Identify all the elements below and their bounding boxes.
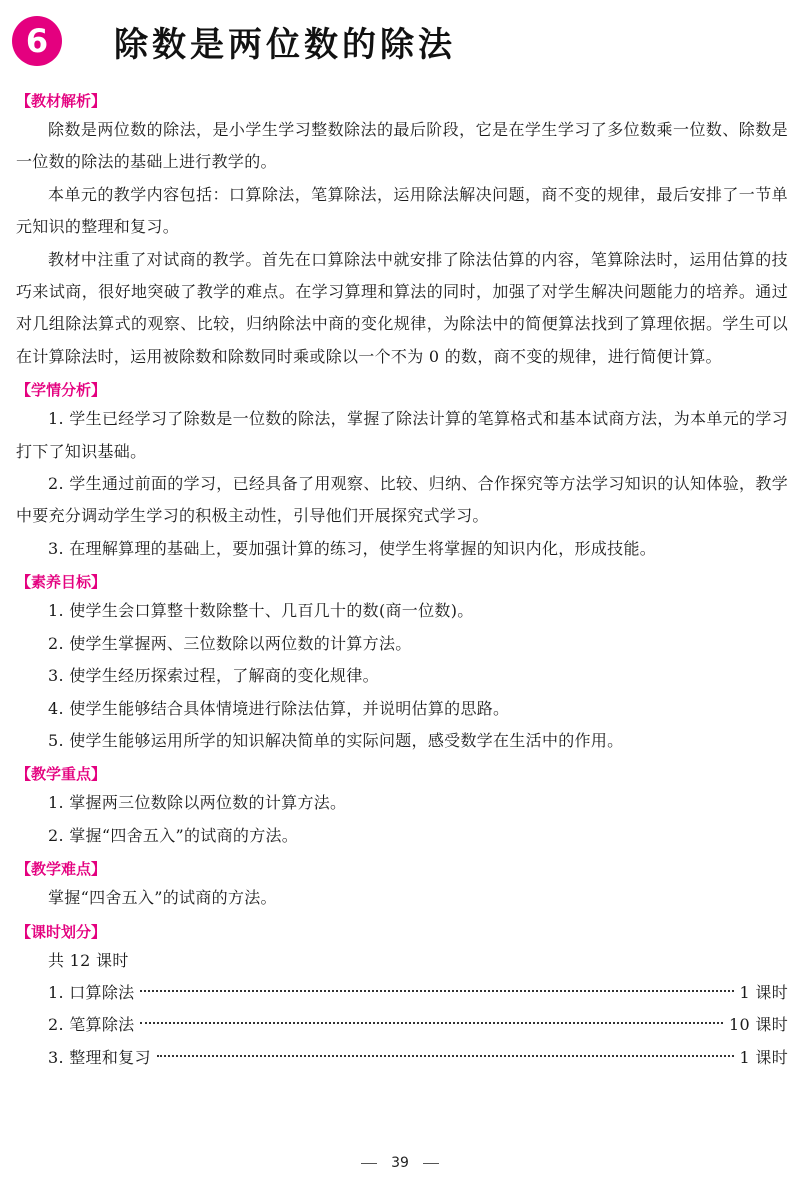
dot-leader — [140, 1022, 723, 1024]
section-heading-textbook-analysis: 【教材解析】 — [16, 92, 107, 110]
list-item: 2. 掌握“四舍五入”的试商的方法。 — [48, 825, 299, 845]
paragraph: 教材中注重了对试商的教学。首先在口算除法中就安排了除法估算的内容，笔算除法时，运用估算的技巧来试商，很好地突破了教学的难点。在学习算理和算法的同时，加强了对学生解决问题能力的培养。通过对几组除法算式的观察、比较，归纳除法中商的变化规律，为除法中的简便算法找到了算理依据。学生可以在计算除法时，运用被除数和除数同时乘或除以一个不为 0 的数，商不变的规律，进行简便计算。 — [16, 249, 788, 366]
chapter-number: 6 — [25, 22, 49, 60]
list-item: 2. 使学生掌握两、三位数除以两位数的计算方法。 — [48, 633, 412, 653]
section-heading-schedule: 【课时划分】 — [16, 922, 107, 941]
page-number: 39 — [391, 1155, 409, 1171]
schedule-row-label: 2. 笔算除法 — [48, 1015, 135, 1035]
schedule-total: 共 12 课时 — [48, 950, 129, 970]
chapter-header — [12, 10, 456, 72]
list-item: 3. 使学生经历探索过程，了解商的变化规律。 — [48, 666, 379, 686]
list-item: 4. 使学生能够结合具体情境进行除法估算，并说明估算的思路。 — [48, 698, 510, 718]
main-content — [16, 88, 788, 1074]
list-item: 1. 学生已经学习了除数是一位数的除法，掌握了除法计算的笔算格式和基本试商方法，为本单元的学习打下了知识基础。 — [16, 409, 788, 461]
schedule-row-value: 1 课时 — [739, 1047, 788, 1067]
difficult-point-text: 掌握“四舍五入”的试商的方法。 — [48, 888, 277, 908]
list-item: 5. 使学生能够运用所学的知识解决简单的实际问题，感受数学在生活中的作用。 — [48, 730, 624, 750]
list-item: 1. 掌握两三位数除以两位数的计算方法。 — [48, 793, 347, 813]
dot-leader — [157, 1055, 734, 1057]
schedule-row-value: 1 课时 — [739, 982, 788, 1002]
footer-dash-right — [423, 1163, 439, 1164]
chapter-number-badge — [12, 16, 62, 66]
section-heading-difficult-points: 【教学难点】 — [16, 860, 107, 879]
page-footer — [0, 1155, 800, 1171]
dot-leader — [140, 990, 733, 992]
schedule-row-label: 3. 整理和复习 — [48, 1047, 151, 1067]
schedule-row-value: 10 课时 — [729, 1015, 788, 1035]
footer-dash-left — [361, 1163, 377, 1164]
list-item: 2. 学生通过前面的学习，已经具备了用观察、比较、归纳、合作探究等方法学习知识的认知体验，教学中要充分调动学生学习的积极主动性，引导他们开展探究式学习。 — [16, 474, 788, 526]
chapter-title: 除数是两位数的除法 — [114, 24, 456, 65]
schedule-row — [16, 977, 788, 1009]
paragraph: 本单元的教学内容包括：口算除法，笔算除法，运用除法解决问题，商不变的规律，最后安排了一节单元知识的整理和复习。 — [16, 184, 788, 237]
schedule-row-label: 1. 口算除法 — [48, 982, 135, 1002]
section-heading-literacy-goals: 【素养目标】 — [16, 573, 107, 592]
list-item: 3. 在理解算理的基础上，要加强计算的练习，使学生将掌握的知识内化，形成技能。 — [48, 538, 657, 558]
schedule-row — [16, 1042, 788, 1074]
section-heading-student-analysis: 【学情分析】 — [16, 381, 107, 400]
paragraph: 除数是两位数的除法，是小学生学习整数除法的最后阶段，它是在学生学习了多位数乘一位数、除数是一位数的除法的基础上进行教学的。 — [16, 120, 788, 172]
section-heading-key-points: 【教学重点】 — [16, 765, 107, 784]
schedule-row — [16, 1009, 788, 1041]
list-item: 1. 使学生会口算整十数除整十、几百几十的数(商一位数)。 — [48, 601, 474, 621]
